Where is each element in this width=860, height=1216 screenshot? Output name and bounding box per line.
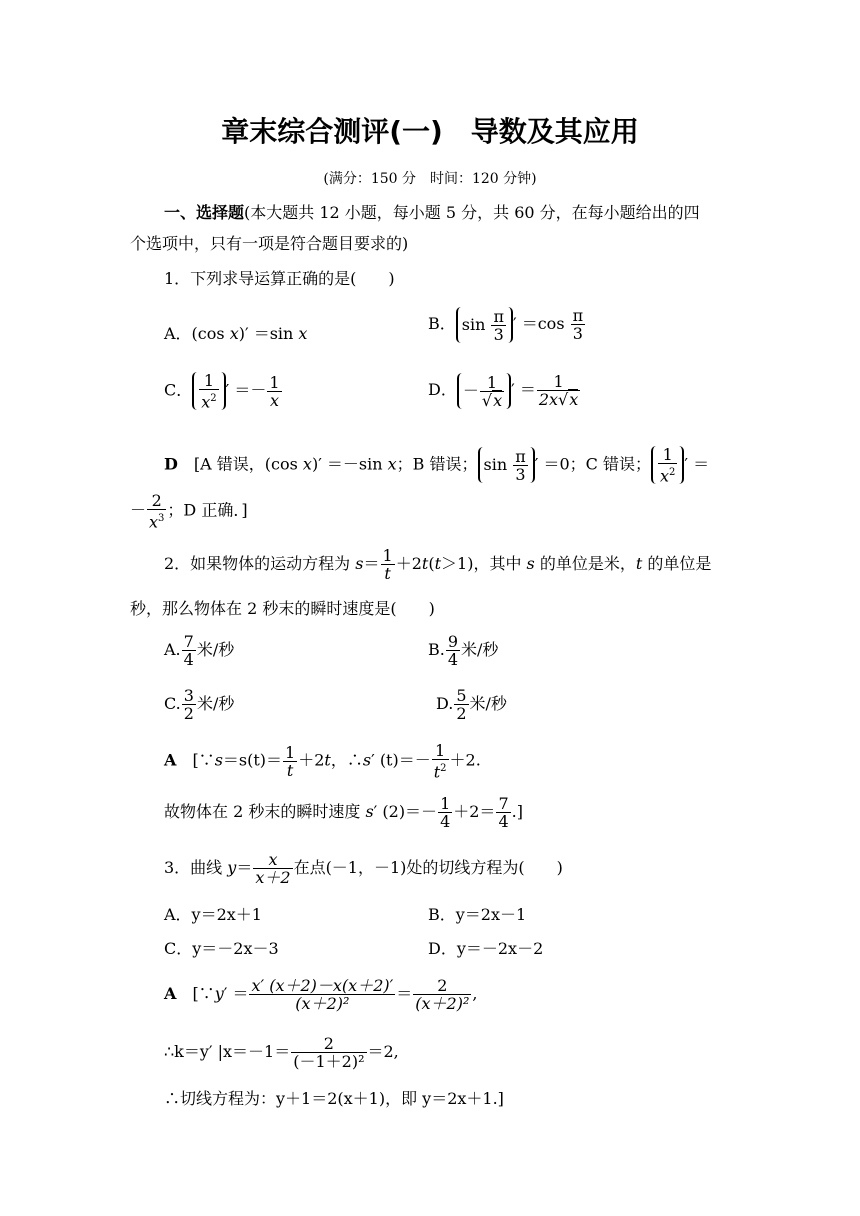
q1-answer-cont: － $\frac{2}{x^3}$ ；D 正确．] <box>130 491 248 532</box>
q3-stem: 3．曲线 y＝ $\frac{x}{x+2}$ 在点(－1，－1)处的切线方程为( ) <box>164 850 563 887</box>
q3-answer-tangent: ∴切线方程为：y＋1＝2(x＋1)，即 y＝2x＋1.] <box>164 1089 504 1108</box>
q2-answer-cont: 故物体在 2 秒末的瞬时速度 s′ (2)＝－ $\frac{1}{4}$ ＋2＝ $\frac{7}{4}$ .] <box>164 794 523 831</box>
q1-stem: 1．下列求导运算正确的是( ) <box>164 269 395 288</box>
q2-answer: A [∵s＝s(t)＝ $\frac{1}{t}$ ＋2t，∴s′ (t)＝－ $\frac{1}{t^2}$ ＋2. <box>164 741 481 782</box>
q3-option-c: C．y＝－2x－3 <box>164 939 279 958</box>
section-desc: (本大题共 12 小题，每小题 5 分，共 60 分，在每小题给出的四 <box>244 203 700 222</box>
q1-option-c: C． $\frac{1}{x^2}$ ′ ＝－ $\frac{1}{x}$ <box>164 371 280 412</box>
q2-option-d: D. $\frac{5}{2}$ 米/秒 <box>436 686 507 723</box>
q3-answer-k: ∴k＝y′ |x＝－1＝ $\frac{2}{\text{(－1＋2)²}}$ ＝2, <box>164 1034 399 1071</box>
section-heading-line <box>164 202 700 224</box>
q3-option-b: B．y＝2x－1 <box>428 905 527 924</box>
q3-option-d: D．y＝－2x－2 <box>428 939 544 958</box>
page-subtitle: (满分：150 分 时间：120 分钟) <box>323 171 537 187</box>
q2-option-b: B. $\frac{9}{4}$ 米/秒 <box>428 632 499 669</box>
q2-stem: 2．如果物体的运动方程为 s＝ $\frac{1}{t}$ ＋2t(t＞1)，其中 s 的单位是米，t 的单位是 <box>164 546 712 583</box>
q2-option-c: C. $\frac{3}{2}$ 米/秒 <box>164 686 235 723</box>
q2-stem-cont: 秒，那么物体在 2 秒末的瞬时速度是( ) <box>130 599 435 618</box>
q1-answer: D [A 错误，(cos x)′ ＝－sin x；B 错误； sin $\frac{\pi}{3}$ ′ ＝0；C 错误； $\frac{1}{x^2}$ ′ ＝ <box>164 445 710 486</box>
section-desc-2: 个选项中，只有一项是符合题目要求的) <box>130 234 409 253</box>
q2-option-a: A. $\frac{7}{4}$ 米/秒 <box>164 632 235 669</box>
q3-option-a: A．y＝2x＋1 <box>164 905 262 924</box>
q1-option-a: A．(cos x)′ ＝sin x <box>164 324 308 343</box>
q3-answer: A [∵y′ ＝ $\frac{x' (x+2)-x(x+2)'}{\text{(x＋2)²}}$ ＝ $\frac{2}{\text{(x＋2)²}}$ , <box>164 976 478 1013</box>
q1-option-d: D． － $\frac{1}{√x}$ ′ ＝ $\frac{1}{2x√x}$ <box>428 372 579 410</box>
section-heading: 一、选择题 <box>164 203 245 222</box>
q1-option-b: B． sin $\frac{\pi}{3}$ ′ ＝cos $\frac{\pi}{3}$ <box>428 306 584 344</box>
page-title: 章末综合测评(一) 导数及其应用 <box>221 115 639 148</box>
